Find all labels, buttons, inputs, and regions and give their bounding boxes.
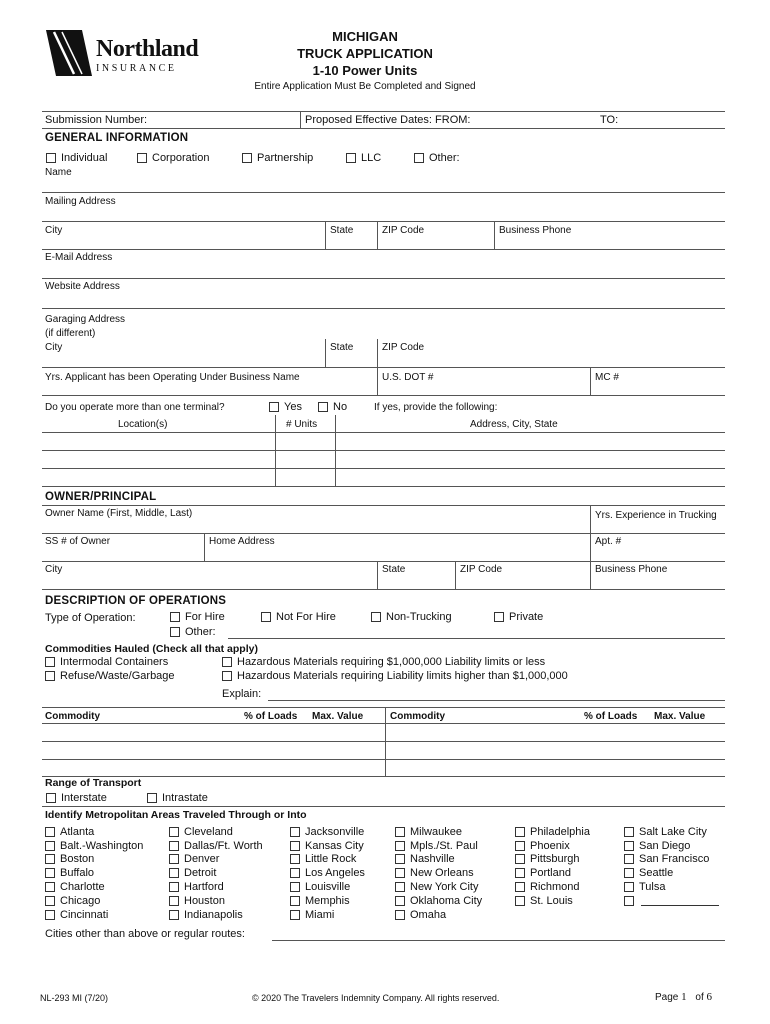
checkbox[interactable] — [137, 153, 147, 163]
checkbox[interactable] — [169, 841, 179, 851]
page-indicator: Page 1 of 6 — [655, 991, 713, 1003]
experience-label: Yrs. Experience in Trucking — [595, 510, 717, 521]
checkbox[interactable] — [169, 854, 179, 864]
other-city-line[interactable] — [641, 895, 719, 906]
op-for-hire[interactable]: For Hire — [170, 611, 225, 623]
city-label: City — [45, 225, 63, 236]
metro-item[interactable]: San Diego — [624, 839, 719, 853]
metro-item[interactable]: Memphis — [290, 894, 365, 908]
op-other[interactable]: Other: — [170, 626, 216, 638]
metro-item[interactable]: Phoenix — [515, 839, 590, 853]
metro-item[interactable]: Hartford — [169, 880, 263, 894]
commodity-hazmat-high[interactable]: Hazardous Materials requiring Liability limits higher than $1,000,000 — [222, 670, 568, 682]
checkbox[interactable] — [515, 896, 525, 906]
terminal-yes[interactable]: Yes — [269, 401, 302, 413]
commodity-refuse[interactable]: Refuse/Waste/Garbage — [45, 670, 175, 682]
value-col-left: Max. Value — [312, 711, 364, 722]
metro-col-1 — [45, 825, 143, 922]
metro-col-4 — [395, 825, 482, 922]
checkbox[interactable] — [242, 153, 252, 163]
checkbox[interactable] — [318, 402, 328, 412]
name-label: Name — [45, 167, 72, 178]
checkbox[interactable] — [45, 896, 55, 906]
checkbox[interactable] — [45, 841, 55, 851]
checkbox[interactable] — [169, 896, 179, 906]
checkbox[interactable] — [169, 882, 179, 892]
checkbox[interactable] — [170, 627, 180, 637]
checkbox[interactable] — [290, 854, 300, 864]
checkbox[interactable] — [624, 882, 634, 892]
title-form: TRUCK APPLICATION — [297, 46, 433, 61]
checkbox[interactable] — [395, 910, 405, 920]
op-non-trucking[interactable]: Non-Trucking — [371, 611, 452, 623]
metro-item[interactable]: Philadelphia — [515, 825, 590, 839]
garaging-state-label: State — [330, 342, 354, 353]
checkbox[interactable] — [290, 896, 300, 906]
northland-logo-mark-icon — [44, 26, 94, 80]
checkbox[interactable] — [45, 910, 55, 920]
cities-other-label: Cities other than above or regular routes: — [45, 928, 245, 940]
checkbox[interactable] — [371, 612, 381, 622]
form-header — [230, 28, 500, 79]
metro-item[interactable]: Los Angeles — [290, 866, 365, 880]
owner-heading: OWNER/PRINCIPAL — [45, 491, 157, 503]
explain-label: Explain: — [222, 688, 262, 700]
checkbox[interactable] — [624, 854, 634, 864]
title-units: 1-10 Power Units — [312, 63, 418, 78]
checkbox[interactable] — [45, 882, 55, 892]
checkbox[interactable] — [46, 793, 56, 803]
metro-item[interactable]: San Francisco — [624, 853, 719, 867]
title-state: MICHIGAN — [332, 29, 398, 44]
metro-item[interactable]: Little Rock — [290, 853, 365, 867]
state-label: State — [330, 225, 354, 236]
entity-llc[interactable]: LLC — [346, 152, 381, 164]
email-label: E-Mail Address — [45, 252, 113, 263]
checkbox[interactable] — [170, 612, 180, 622]
checkbox[interactable] — [624, 896, 634, 906]
business-phone-label: Business Phone — [499, 225, 572, 236]
checkbox[interactable] — [395, 841, 405, 851]
checkbox[interactable] — [169, 868, 179, 878]
submission-number-label: Submission Number: — [45, 114, 148, 126]
checkbox[interactable] — [290, 910, 300, 920]
garaging-zip-label: ZIP Code — [382, 342, 425, 353]
metro-item[interactable]: Richmond — [515, 880, 590, 894]
metro-item[interactable]: New York City — [395, 880, 482, 894]
metro-item[interactable]: Jacksonville — [290, 825, 365, 839]
commodity-intermodal[interactable]: Intermodal Containers — [45, 656, 168, 668]
checkbox[interactable] — [290, 827, 300, 837]
ssn-label: SS # of Owner — [45, 536, 111, 547]
metro-item[interactable]: Seattle — [624, 866, 719, 880]
dot-label: U.S. DOT # — [382, 372, 434, 383]
metro-item[interactable]: Miami — [290, 908, 365, 922]
effective-dates-label: Proposed Effective Dates: FROM: — [305, 114, 471, 126]
to-label: TO: — [600, 114, 619, 126]
loads-col-right: % of Loads — [584, 711, 638, 722]
metro-item[interactable]: Cincinnati — [45, 908, 143, 922]
checkbox[interactable] — [395, 868, 405, 878]
metro-item[interactable]: Cleveland — [169, 825, 263, 839]
checkbox[interactable] — [515, 882, 525, 892]
metro-item[interactable]: St. Louis — [515, 894, 590, 908]
checkbox[interactable] — [169, 827, 179, 837]
checkbox[interactable] — [45, 671, 55, 681]
metro-item[interactable]: Mpls./St. Paul — [395, 839, 482, 853]
metro-item[interactable]: Louisville — [290, 880, 365, 894]
entity-partnership[interactable]: Partnership — [242, 152, 313, 164]
years-operating-label: Yrs. Applicant has been Operating Under Business Name — [45, 372, 300, 383]
completion-note: Entire Application Must Be Completed and Signed — [254, 81, 476, 92]
terminal-question: Do you operate more than one terminal? — [45, 402, 225, 413]
metro-item[interactable]: Denver — [169, 853, 263, 867]
op-not-for-hire[interactable]: Not For Hire — [261, 611, 336, 623]
type-of-operation-label: Type of Operation: — [45, 612, 136, 624]
mailing-address-label: Mailing Address — [45, 196, 116, 207]
metro-item[interactable]: Portland — [515, 866, 590, 880]
checkbox[interactable] — [515, 827, 525, 837]
checkbox[interactable] — [395, 854, 405, 864]
checkbox[interactable] — [346, 153, 356, 163]
logo-sub: INSURANCE — [96, 63, 177, 74]
website-label: Website Address — [45, 281, 120, 292]
metro-col-3 — [290, 825, 365, 922]
checkbox[interactable] — [624, 868, 634, 878]
metro-col-6 — [624, 825, 719, 908]
metro-item-other[interactable] — [624, 894, 719, 908]
metro-item[interactable]: New Orleans — [395, 866, 482, 880]
checkbox[interactable] — [290, 868, 300, 878]
metro-item[interactable]: Indianapolis — [169, 908, 263, 922]
entity-individual[interactable]: Individual — [46, 152, 107, 164]
owner-phone-label: Business Phone — [595, 564, 668, 575]
apt-label: Apt. # — [595, 536, 622, 547]
entity-other[interactable]: Other: — [414, 152, 460, 164]
units-col: # Units — [286, 419, 318, 430]
checkbox[interactable] — [515, 841, 525, 851]
garaging-label: Garaging Address — [45, 314, 126, 325]
metro-item[interactable]: Milwaukee — [395, 825, 482, 839]
metro-item[interactable]: Chicago — [45, 894, 143, 908]
if-yes-label: If yes, provide the following: — [374, 402, 498, 413]
entity-corporation[interactable]: Corporation — [137, 152, 209, 164]
checkbox[interactable] — [515, 854, 525, 864]
checkbox[interactable] — [169, 910, 179, 920]
logo-brand: Northland — [96, 36, 199, 62]
address-col: Address, City, State — [470, 419, 558, 430]
metro-item[interactable]: Boston — [45, 853, 143, 867]
metro-item[interactable]: Nashville — [395, 853, 482, 867]
terminal-no[interactable]: No — [318, 401, 347, 413]
metro-item[interactable]: Charlotte — [45, 880, 143, 894]
owner-state-label: State — [382, 564, 406, 575]
metro-item[interactable]: Houston — [169, 894, 263, 908]
checkbox[interactable] — [414, 153, 424, 163]
metro-col-2 — [169, 825, 263, 922]
owner-name-label: Owner Name (First, Middle, Last) — [45, 508, 193, 519]
metro-item[interactable]: Tulsa — [624, 880, 719, 894]
range-interstate[interactable]: Interstate — [46, 792, 107, 804]
checkbox[interactable] — [494, 612, 504, 622]
commodity-col-left: Commodity — [45, 711, 100, 722]
checkbox[interactable] — [45, 827, 55, 837]
metro-item[interactable]: Salt Lake City — [624, 825, 719, 839]
garaging-city-label: City — [45, 342, 63, 353]
checkbox[interactable] — [45, 868, 55, 878]
checkbox[interactable] — [290, 882, 300, 892]
checkbox[interactable] — [261, 612, 271, 622]
copyright: © 2020 The Travelers Indemnity Company. All rights reserved. — [252, 993, 500, 1003]
range-intrastate[interactable]: Intrastate — [147, 792, 208, 804]
checkbox[interactable] — [395, 896, 405, 906]
checkbox[interactable] — [222, 671, 232, 681]
value-col-right: Max. Value — [654, 711, 706, 722]
op-private[interactable]: Private — [494, 611, 543, 623]
checkbox[interactable] — [222, 657, 232, 667]
checkbox[interactable] — [515, 868, 525, 878]
commodities-heading: Commodities Hauled (Check all that apply) — [45, 643, 258, 655]
general-info-heading: GENERAL INFORMATION — [45, 132, 189, 144]
checkbox[interactable] — [624, 827, 634, 837]
owner-city-label: City — [45, 564, 63, 575]
checkbox[interactable] — [395, 827, 405, 837]
commodity-hazmat-low[interactable]: Hazardous Materials requiring $1,000,000 Liability limits or less — [222, 656, 545, 668]
checkbox[interactable] — [290, 841, 300, 851]
operations-heading: DESCRIPTION OF OPERATIONS — [45, 595, 227, 607]
metro-item[interactable]: Omaha — [395, 908, 482, 922]
checkbox[interactable] — [45, 657, 55, 667]
checkbox[interactable] — [45, 854, 55, 864]
zip-label: ZIP Code — [382, 225, 425, 236]
commodity-col-right: Commodity — [390, 711, 445, 722]
mc-label: MC # — [595, 372, 619, 383]
metro-item[interactable]: Buffalo — [45, 866, 143, 880]
metro-item[interactable]: Pittsburgh — [515, 853, 590, 867]
metro-item[interactable]: Oklahoma City — [395, 894, 482, 908]
range-heading: Range of Transport — [45, 777, 142, 789]
checkbox[interactable] — [147, 793, 157, 803]
owner-zip-label: ZIP Code — [460, 564, 503, 575]
metro-item[interactable]: Kansas City — [290, 839, 365, 853]
checkbox[interactable] — [46, 153, 56, 163]
locations-col: Location(s) — [118, 419, 168, 430]
metro-heading: Identify Metropolitan Areas Traveled Through or Into — [45, 809, 307, 821]
checkbox[interactable] — [269, 402, 279, 412]
company-logo — [44, 26, 199, 82]
metro-item[interactable]: Detroit — [169, 866, 263, 880]
metro-item[interactable]: Dallas/Ft. Worth — [169, 839, 263, 853]
checkbox[interactable] — [395, 882, 405, 892]
home-address-label: Home Address — [209, 536, 275, 547]
metro-item[interactable]: Atlanta — [45, 825, 143, 839]
metro-item[interactable]: Balt.-Washington — [45, 839, 143, 853]
garaging-note: (if different) — [45, 328, 96, 339]
form-number: NL-293 MI (7/20) — [40, 993, 109, 1003]
checkbox[interactable] — [624, 841, 634, 851]
loads-col-left: % of Loads — [244, 711, 298, 722]
metro-col-5 — [515, 825, 590, 908]
